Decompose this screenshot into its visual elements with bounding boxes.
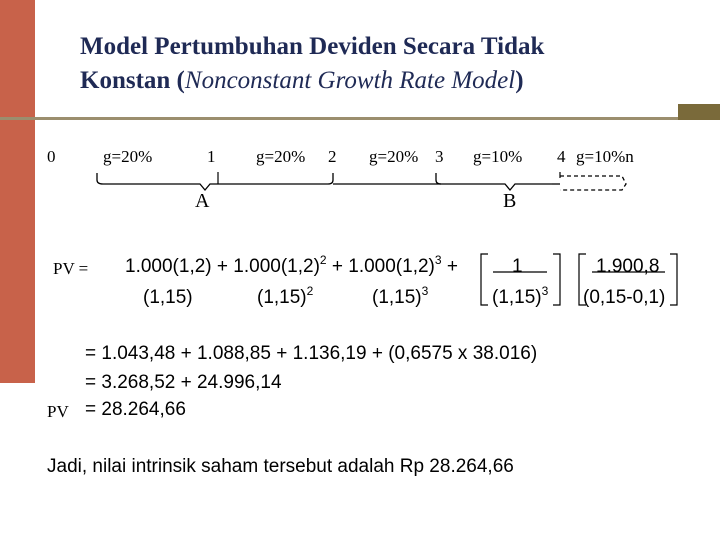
numerator-2: + 1.000(1,2) [216, 256, 320, 277]
bracket-left-1 [481, 254, 488, 305]
denominator-3-base: (1,15) [372, 287, 422, 308]
denominator-3 [372, 284, 429, 309]
growth-rate-1: g=20% [103, 147, 153, 166]
pv-label: PV = [53, 259, 89, 278]
period-4: 4 [557, 147, 566, 166]
numerator-3-exponent: 3 [434, 253, 442, 267]
denominator-1: (1,15) [143, 287, 193, 308]
growth-rate-5: g=10%n [576, 147, 634, 166]
brace-a-path [97, 173, 333, 190]
terminal-numerator: 1.900,8 [596, 256, 660, 277]
fraction-denominator-base: (1,15) [492, 287, 542, 308]
brace-label-a: A [195, 190, 210, 212]
period-3: 3 [435, 147, 444, 166]
brace-b-path [333, 184, 552, 190]
title-suffix: ) [515, 67, 524, 94]
title-line-1: Model Pertumbuhan Deviden Secara Tidak [80, 33, 545, 60]
calc-step-2: = 3.268,52 + 24.996,14 [85, 372, 282, 393]
period-0: 0 [47, 147, 56, 166]
title-prefix: Konstan ( [80, 67, 185, 94]
denominator-3-exponent: 3 [421, 284, 429, 298]
period-1: 1 [207, 147, 216, 166]
pv-result-label: PV [47, 402, 69, 421]
calc-step-1: = 1.043,48 + 1.088,85 + 1.136,19 + (0,6575 x 38.016) [85, 343, 538, 364]
denominator-2 [257, 284, 314, 309]
tick-3 [436, 173, 441, 184]
dashed-extension [560, 176, 626, 190]
denominator-2-exponent: 2 [306, 284, 314, 298]
brace-label-b: B [503, 190, 517, 212]
bracket-right-2 [670, 254, 677, 305]
numerator-2-exponent: 2 [319, 253, 327, 267]
plus-sign: + [446, 256, 458, 277]
growth-rate-2: g=20% [256, 147, 306, 166]
period-2: 2 [328, 147, 337, 166]
growth-rate-3: g=20% [369, 147, 419, 166]
growth-rate-4: g=10% [473, 147, 523, 166]
bracket-right-1 [553, 254, 560, 305]
numerator-3: + 1.000(1,2) [331, 256, 435, 277]
fraction-denominator [492, 284, 549, 309]
fraction-numerator: 1 [512, 256, 523, 277]
title-italic: Nonconstant Growth Rate Model [184, 67, 516, 94]
numerator-row [125, 253, 458, 278]
calc-step-3: = 28.264,66 [85, 399, 186, 420]
conclusion-text: Jadi, nilai intrinsik saham tersebut adalah Rp 28.264,66 [47, 456, 514, 477]
terminal-denominator: (0,15-0,1) [583, 287, 666, 308]
denominator-2-base: (1,15) [257, 287, 307, 308]
numerator-1: 1.000(1,2) [125, 256, 212, 277]
fraction-denominator-exponent: 3 [541, 284, 549, 298]
